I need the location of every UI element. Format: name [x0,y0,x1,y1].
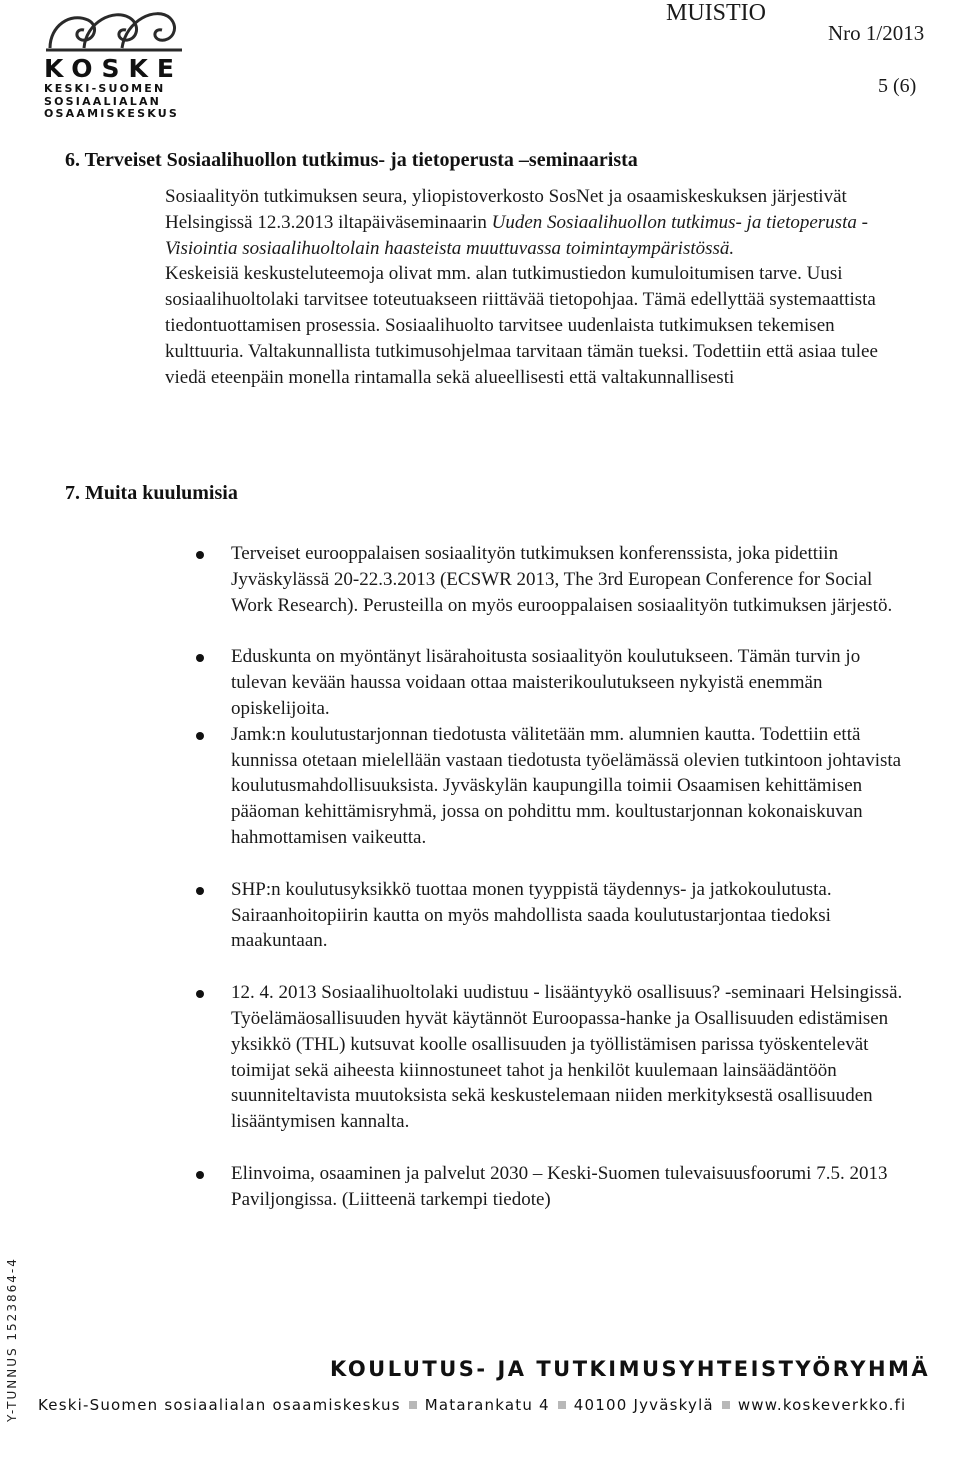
footer-contact-line [38,1396,948,1414]
list-item-text: 12. 4. 2013 Sosiaalihuoltolaki uudistuu - lisääntyykö osallisuus? -seminaari Helsingissä. Työelämäosallisuuden hyvät käytännöt Euroopassa-hanke ja Osallisuuden edistämisen yksikkö (THL) kutsuvat koolle osallisuuden ja työllistämisen parissa työskentelevät toimijat sekä aiheesta kiinnostuneet tahot ja henkilöt kuulemaan lainsäädäntöön suunniteltavista muutoksista sekä keskustelemaan niiden merkityksestä osallisuuden lisääntymisen kannalta. [231,982,903,1133]
koske-logo-ornament-icon [44,2,184,54]
logo-line-2: SOSIAALIALAN [44,95,162,108]
paragraph-1-text: Sosiaalityön tutkimuksen seura, yliopistoverkosto SosNet ja osaamiskeskuksen järjestivät Helsingissä 12.3.2013 iltapäiväseminaarin [165,186,847,233]
bullet-icon [196,887,204,895]
list-item-text: Elinvoima, osaaminen ja palvelut 2030 – Keski-Suomen tulevaisuusfoorumi 7.5. 2013 Paviljongissa. (Liitteenä tarkempi tiedote) [231,1162,888,1210]
list-item-text: Jamk:n koulutustarjonnan tiedotusta välitetään mm. alumnien kautta. Todettiin että kunnissa otetaan mielellään vastaan tiedotusta työelämässä olevien tutkintoon johtavista koulutusmahdollisuuksista. Jyväskylän kaupungilla toimii Osaamisen kehittämisen pääoman kehittämisryhmä, jossa on pohdittu mm. koultustarjonnan kokonaiskuvan hahmottamisen vaikeutta. [231,723,902,848]
list-item [196,541,906,618]
section-6-paragraph-1 [165,184,910,261]
bullet-icon [196,1171,204,1179]
separator-square-icon [409,1401,417,1409]
list-item-text: SHP:n koulutusyksikkö tuottaa monen tyyppistä täydennys- ja jatkokoulutusta. Sairaanhoitopiirin kautta on myös mahdollista saada koulutustarjontaa tiedoksi maakuntaan. [231,878,832,952]
list-item-text: Eduskunta on myöntänyt lisärahoitusta sosiaalityön koulutukseen. Tämän turvin jo tulevan kevään haussa voidaan ottaa maisterikoulutukseen nykyistä enemmän opiskelijoita. [231,646,861,719]
footer-website[interactable]: www.koskeverkko.fi [737,1396,907,1414]
seminar-title: Uuden Sosiaalihuollon tutkimus- ja tietoperusta - Visiointia sosiaalihuoltolain haasteista muuttuvassa toimintaympäristössä. [165,211,868,259]
list-item [196,980,906,1135]
document-type: MUISTIO [666,0,766,26]
list-item [196,877,906,954]
separator-square-icon [558,1401,566,1409]
document-number: Nro 1/2013 [828,21,925,45]
bullet-icon [196,990,204,998]
page-number: 5 (6) [878,75,917,97]
list-item [196,644,906,721]
bullet-icon [196,551,204,559]
list-item [196,722,906,851]
business-id: Y-TUNNUS 1523864-4 [5,1257,19,1422]
bullet-icon [196,654,204,662]
footer-address: Matarankatu 4 [424,1396,550,1414]
logo-wordmark: KOSKE [44,54,183,83]
koske-logo [44,2,184,120]
footer-group-name: KOULUTUS- JA TUTKIMUSYHTEISTYÖRYHMÄ [330,1357,931,1381]
bullet-icon [196,732,204,740]
section-6-paragraph-2: Keskeisiä keskusteluteemoja olivat mm. alan tutkimustiedon kumuloitumisen tarve. Uusi sosiaalihuoltolaki tarvitsee toteutuakseen riittävää tietopohjaa. Tämä edellyttää systemaattista tiedontuottamisen prosessia. Sosiaalihuolto tarvitsee uudenlaista tutkimuksen tekemisen kulttuuria. Valtakunnallista tutkimusohjelmaa tarvitaan tämän tueksi. Todettiin että asiaa tulee viedä eteenpäin monella rintamalla sekä alueellisesti että valtakunnallisesti [165,263,878,388]
logo-line-1: KESKI-SUOMEN [44,82,166,95]
separator-square-icon [722,1401,730,1409]
section-6-heading: 6. Terveiset Sosiaalihuollon tutkimus- ja tietoperusta –seminaarista [65,149,638,171]
list-item-text: Terveiset eurooppalaisen sosiaalityön tutkimuksen konferenssista, joka pidettiin Jyväskylässä 20-22.3.2013 (ECSWR 2013, The 3rd European Conference for Social Work Research). Perusteilla on myös eurooppalaisen sosiaalityön tutkimuksen järjestö. [231,543,893,616]
section-7-heading: 7. Muita kuulumisia [65,482,238,504]
news-list [196,541,906,1213]
section-6-body [165,184,910,390]
footer-organization: Keski-Suomen sosiaalialan osaamiskeskus [38,1396,401,1414]
footer-city: 40100 Jyväskylä [573,1396,714,1414]
logo-line-3: OSAAMISKESKUS [44,107,180,120]
list-item [196,1161,906,1213]
